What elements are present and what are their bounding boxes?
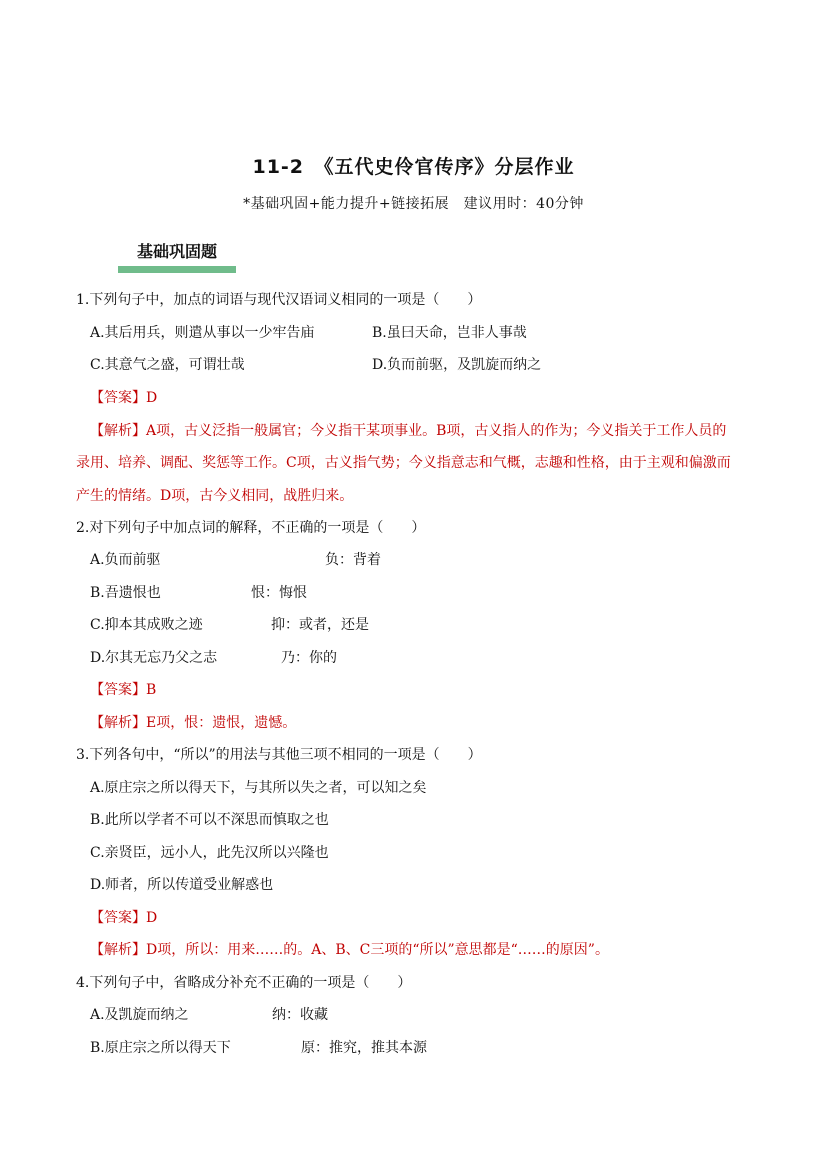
- section-underline: [118, 266, 236, 273]
- q2-stem: 2.对下列句子中加点词的解释，不正确的一项是（ ）: [76, 520, 426, 536]
- q2-option-c: C.抑本其成败之迹: [90, 617, 203, 633]
- q4-option-b: B.原庄宗之所以得天下: [90, 1040, 231, 1056]
- q2-explanation-text: E项，恨：遗恨，遗憾。: [146, 715, 297, 731]
- q2-gloss-c: 抑：或者，还是: [271, 617, 369, 633]
- q1-explanation-line3: 产生的情绪。D项，古今义相同，战胜归来。: [76, 488, 354, 504]
- q3-explanation: [90, 940, 609, 960]
- q2-answer: [90, 680, 156, 700]
- page-title: 11-2 《五代史伶官传序》分层作业: [252, 156, 575, 178]
- q3-answer-tag: 【答案】: [90, 910, 146, 926]
- q2-gloss-b: 恨：悔恨: [251, 585, 307, 601]
- section-header: [118, 241, 236, 273]
- q3-explanation-tag: 【解析】: [90, 942, 146, 958]
- q1-answer-tag: 【答案】: [90, 390, 146, 406]
- q1-stem: 1.下列句子中，加点的词语与现代汉语词义相同的一项是（ ）: [76, 292, 482, 308]
- q3-option-b: B.此所以学者不可以不深思而慎取之也: [90, 812, 329, 828]
- q4-gloss-a: 纳：收藏: [272, 1007, 328, 1023]
- q3-answer-value: D: [146, 910, 158, 926]
- q2-gloss-a: 负：背着: [325, 552, 381, 568]
- q3-option-d: D.师者，所以传道受业解惑也: [90, 877, 274, 893]
- section-label: 基础巩固题: [136, 242, 217, 261]
- q4-option-a: A.及凯旋而纳之: [90, 1007, 189, 1023]
- q3-option-c: C.亲贤臣，远小人，此先汉所以兴隆也: [90, 845, 329, 861]
- q2-option-b: B.吾遗恨也: [90, 585, 161, 601]
- q1-explanation-text1: A项，古义泛指一般属官；今义指干某项事业。B项，古义指人的作为；今义指关于工作人员的: [146, 423, 727, 439]
- q1-explanation-line1: [90, 421, 726, 441]
- q1-answer: [90, 388, 157, 408]
- q2-option-a: A.负而前驱: [90, 552, 161, 568]
- q1-explanation-line2: 录用、培养、调配、奖惩等工作。C项，古义指气势；今义指意志和气概，志趣和性格，由于主观和偏激而: [76, 455, 731, 471]
- q2-answer-tag: 【答案】: [90, 682, 146, 698]
- q1-explanation-tag: 【解析】: [90, 423, 146, 439]
- q1-answer-value: D: [146, 390, 158, 406]
- q2-gloss-d: 乃：你的: [281, 650, 337, 666]
- q2-explanation-tag: 【解析】: [90, 715, 146, 731]
- q1-option-b: B.虽曰天命，岂非人事哉: [372, 325, 527, 341]
- q1-option-a: A.其后用兵，则遣从事以一少牢告庙: [90, 325, 315, 341]
- q3-explanation-text: D项，所以：用来……的。A、B、C三项的“所以”意思都是“……的原因”。: [146, 942, 609, 958]
- page-subtitle: *基础巩固+能力提升+链接拓展 建议用时：40分钟: [243, 196, 584, 212]
- q2-explanation: [90, 713, 296, 733]
- q2-answer-value: B: [146, 682, 157, 698]
- q1-option-d: D.负而前驱，及凯旋而纳之: [372, 357, 542, 373]
- q4-gloss-b: 原：推究，推其本源: [301, 1040, 427, 1056]
- q3-answer: [90, 908, 157, 928]
- q4-stem: 4.下列句子中，省略成分补充不正确的一项是（ ）: [76, 975, 412, 991]
- q1-option-c: C.其意气之盛，可谓壮哉: [90, 357, 245, 373]
- q3-stem: 3.下列各句中，“所以”的用法与其他三项不相同的一项是（ ）: [76, 747, 482, 763]
- q2-option-d: D.尔其无忘乃父之志: [90, 650, 218, 666]
- q3-option-a: A.原庄宗之所以得天下，与其所以失之者，可以知之矣: [90, 780, 427, 796]
